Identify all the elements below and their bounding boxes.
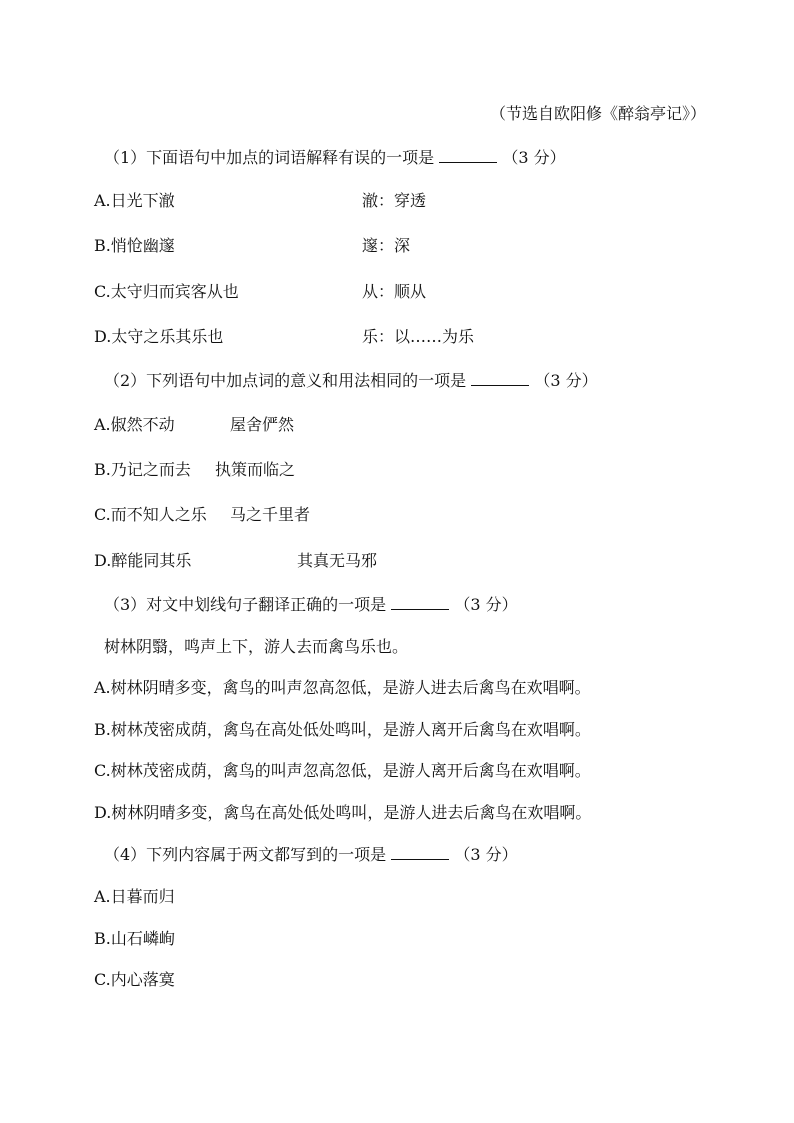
question-3 — [104, 595, 518, 615]
question-1-score: （3 分） — [502, 148, 566, 167]
q2-option-d-second: 其真无马邪 — [297, 551, 378, 570]
answer-blank-4[interactable] — [391, 845, 449, 860]
q2-option-c-second: 马之千里者 — [230, 505, 311, 524]
source-citation: （节选自欧阳修《醉翁亭记》） — [489, 104, 706, 123]
q1-option-b-label: B.悄怆幽邃 — [94, 236, 175, 255]
q3-source-sentence: 树林阴翳，鸣声上下，游人去而禽鸟乐也。 — [104, 637, 409, 656]
q2-option-c — [94, 505, 311, 525]
question-1 — [104, 148, 566, 168]
q1-option-a-label: A.日光下澈 — [94, 191, 175, 210]
answer-blank-2[interactable] — [471, 371, 529, 386]
q1-option-d-label: D.太守之乐其乐也 — [94, 327, 224, 346]
question-4-score: （3 分） — [454, 845, 518, 864]
q2-option-a — [94, 415, 295, 435]
q3-option-b: B.树林茂密成荫，禽鸟在高处低处鸣叫，是游人离开后禽鸟在欢唱啊。 — [94, 720, 591, 739]
q1-option-b-def: 邃：深 — [362, 236, 411, 255]
q1-option-d — [94, 327, 475, 347]
q2-option-a-first: A.俶然不动 — [94, 415, 175, 434]
q2-option-d-first: D.醉能同其乐 — [94, 551, 192, 570]
q2-option-b-second: 执策而临之 — [215, 460, 296, 479]
q2-option-b-first: B.乃记之而去 — [94, 460, 191, 479]
q1-option-b — [94, 236, 411, 256]
q4-option-c: C.内心落寞 — [94, 970, 175, 989]
question-1-text: （1）下面语句中加点的词语解释有误的一项是 — [104, 148, 440, 167]
question-2 — [104, 371, 598, 391]
question-4-text: （4）下列内容属于两文都写到的一项是 — [104, 845, 392, 864]
answer-blank-3[interactable] — [391, 595, 449, 610]
q2-option-c-first: C.而不知人之乐 — [94, 505, 207, 524]
q1-option-a-def: 澈：穿透 — [362, 191, 427, 210]
answer-blank-1[interactable] — [439, 148, 497, 163]
q2-option-a-second: 屋舍俨然 — [230, 415, 295, 434]
q1-option-c — [94, 282, 427, 302]
q4-option-a: A.日暮而归 — [94, 887, 175, 906]
q1-option-c-label: C.太守归而宾客从也 — [94, 282, 239, 301]
q3-option-d: D.树林阴晴多变，禽鸟在高处低处鸣叫，是游人进去后禽鸟在欢唱啊。 — [94, 803, 592, 822]
q2-option-b — [94, 460, 296, 480]
q2-option-d — [94, 551, 378, 571]
question-2-score: （3 分） — [534, 371, 598, 390]
q3-option-c: C.树林茂密成荫，禽鸟的叫声忽高忽低，是游人离开后禽鸟在欢唱啊。 — [94, 761, 591, 780]
question-3-score: （3 分） — [454, 595, 518, 614]
q1-option-a — [94, 191, 427, 211]
question-4 — [104, 845, 518, 865]
q3-option-a: A.树林阴晴多变，禽鸟的叫声忽高忽低，是游人进去后禽鸟在欢唱啊。 — [94, 678, 591, 697]
q4-option-b: B.山石嶙峋 — [94, 929, 175, 948]
q1-option-d-def: 乐：以……为乐 — [362, 327, 475, 346]
q1-option-c-def: 从：顺从 — [362, 282, 427, 301]
question-3-text: （3）对文中划线句子翻译正确的一项是 — [104, 595, 392, 614]
question-2-text: （2）下列语句中加点词的意义和用法相同的一项是 — [104, 371, 472, 390]
